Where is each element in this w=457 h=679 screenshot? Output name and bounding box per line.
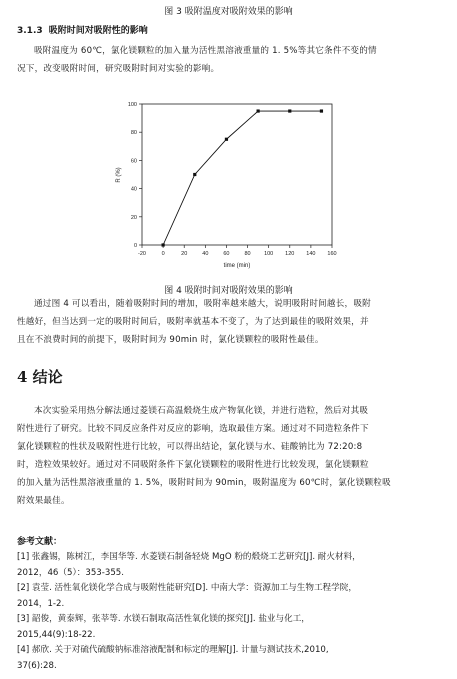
x-tick-label: 80 <box>244 251 251 257</box>
text-line: 本次实验采用热分解法通过菱镁石高温煅烧生成产物氧化镁，并进行造粒，然后对其吸 <box>34 406 369 416</box>
data-point <box>193 173 196 176</box>
x-tick-label: 40 <box>202 251 209 257</box>
x-axis-label: time (min) <box>223 263 251 269</box>
text-line: 附效果最佳。 <box>17 496 70 506</box>
x-tick-label: -20 <box>138 251 146 257</box>
y-axis-label: R (%) <box>116 167 122 183</box>
y-tick-label: 60 <box>130 158 137 165</box>
text-line: 况下，改变吸附时间，研究吸附时间对实验的影响。 <box>17 64 220 74</box>
x-axis <box>138 245 337 257</box>
x-tick-label: 0 <box>161 251 165 257</box>
text-line: 且在不浪费时间的前提下，吸附时间为 90min 时，氯化镁颗粒的吸附性最佳。 <box>17 335 324 345</box>
reference-line: 2014，1-2. <box>17 598 65 609</box>
time-adsorption-chart <box>100 95 350 275</box>
data-point <box>257 109 260 112</box>
figure3-caption: 图 3 吸附温度对吸附效果的影响 <box>164 7 293 17</box>
reference-line: [2] 袁莹. 活性氧化镁化学合成与吸附性能研究[D]. 中南大学：资源加工与生物工程学院， <box>17 583 357 593</box>
text-line: 附性进行了研究。比较不同反应条件对反应的影响，选取最佳方案。通过对不同造粒条件下 <box>17 424 369 434</box>
section-heading <box>17 23 148 36</box>
x-tick-label: 20 <box>181 251 188 257</box>
section-paragraph <box>17 42 447 78</box>
figure4-caption: 图 4 吸附时间对吸附效果的影响 <box>164 286 293 296</box>
references-heading: 参考文献： <box>17 537 63 547</box>
data-point <box>225 138 228 141</box>
section-number: 3.1.3 <box>17 26 43 36</box>
reference-line: 2015,44(9):18-22. <box>17 629 96 640</box>
y-tick-label: 40 <box>130 186 137 193</box>
discussion-paragraph <box>17 295 449 349</box>
y-tick-label: 80 <box>130 130 137 137</box>
plot-area <box>142 104 332 245</box>
data-point <box>288 109 291 112</box>
text-line: 氯化镁颗粒的性状及吸附性进行比较，可以得出结论，氯化镁与水、硅酸钠比为 72:20:8 <box>17 442 363 452</box>
x-tick-label: 100 <box>264 251 274 257</box>
y-tick-label: 20 <box>130 214 137 221</box>
text-line: 时，造粒效果较好。通过对不同吸附条件下氯化镁颗粒的吸附性进行比较发现，氯化镁颗粒 <box>17 460 369 470</box>
series-layer <box>162 109 324 246</box>
x-tick-label: 60 <box>223 251 230 257</box>
data-point <box>162 243 165 246</box>
reference-line: [3] 韶俊，黄泰辉，张莘等. 水镁石制取高活性氧化镁的探究[J]. 盐业与化工， <box>17 614 310 624</box>
conclusion-paragraph <box>17 402 449 510</box>
data-point <box>320 109 323 112</box>
reference-line: 2012，46（5）：353-355. <box>17 567 124 578</box>
y-tick-label: 0 <box>133 243 137 249</box>
y-tick-label: 100 <box>127 102 137 108</box>
text-line: 吸附温度为 60℃，氯化镁颗粒的加入量为活性黑溶液重量的 1. 5%等其它条件不变的情 <box>34 46 377 56</box>
conclusion-heading: 4 结论 <box>17 368 63 386</box>
reference-line: 37(6):28. <box>17 660 57 671</box>
text-line: 通过图 4 可以看出，随着吸附时间的增加，吸附率越来越大，说明吸附时间越长，吸附 <box>34 299 371 309</box>
series-line <box>163 111 321 245</box>
x-tick-label: 120 <box>285 251 295 257</box>
y-axis <box>128 102 142 249</box>
references-list <box>17 550 449 674</box>
reference-line: [4] 郝欣. 关于对硫代硫酸钠标准溶液配制和标定的理解[J]. 计量与测试技术,2010, <box>17 645 329 655</box>
text-line: 的加入量为活性黑溶液重量的 1. 5%，吸附时间为 90min，吸附温度为 60℃时，氯化镁颗粒吸 <box>17 478 391 488</box>
plot-frame <box>142 104 332 245</box>
x-tick-label: 160 <box>327 251 337 257</box>
x-tick-label: 140 <box>306 251 316 257</box>
reference-line: [1] 张鑫锡，陈树江，李国华等. 水菱镁石制备轻烧 MgO 粉的煅烧工艺研究[J]. 耐火材料， <box>17 552 361 562</box>
section-title: 吸附时间对吸附性的影响 <box>48 26 148 36</box>
text-line: 性越好，但当达到一定的吸附时间后，吸附率就基本不变了，为了达到最佳的吸附效果，并 <box>17 317 369 327</box>
